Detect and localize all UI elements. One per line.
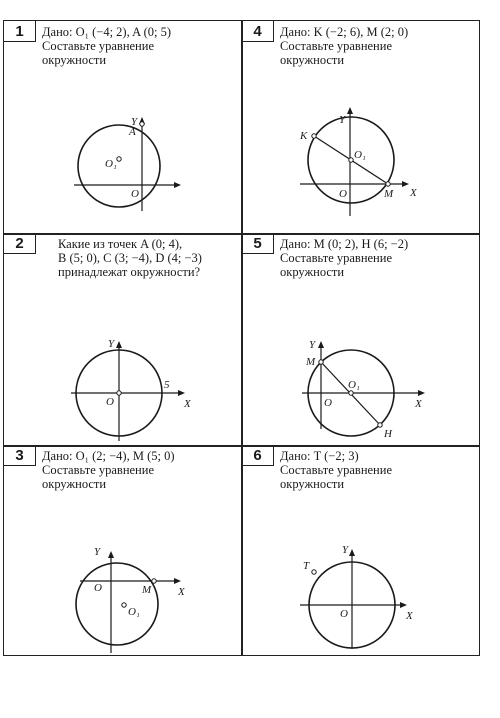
- point-k: [312, 134, 316, 138]
- task-line: окружности: [280, 265, 345, 279]
- origin-point: [117, 391, 121, 395]
- task-card-6: [242, 445, 480, 657]
- origin-label: O: [131, 188, 139, 200]
- task-line: окружности: [280, 53, 345, 67]
- task-card-3: [4, 445, 242, 657]
- center-label: O₁: [354, 149, 366, 161]
- tick-label: 5: [164, 379, 170, 391]
- x-axis-label: X: [410, 187, 417, 199]
- origin-label: O: [94, 582, 102, 594]
- task-line: окружности: [42, 53, 107, 67]
- task-line: окружности: [280, 477, 345, 491]
- center-label: O₁: [128, 606, 140, 618]
- center-point: [349, 158, 353, 162]
- y-axis-arrow: [347, 107, 353, 114]
- x-axis-arrow: [418, 390, 425, 396]
- worksheet: [3, 20, 480, 656]
- y-axis-arrow: [349, 549, 355, 556]
- point-k-label: K: [300, 130, 308, 142]
- y-axis-arrow: [116, 341, 122, 348]
- task-line: Дано: K (−2; 6), M (2; 0): [280, 25, 409, 39]
- circle-figure-2: [4, 233, 242, 445]
- task-number: 6: [242, 445, 274, 466]
- x-axis-arrow: [400, 602, 407, 608]
- task-line: Составьте уравнение: [42, 463, 154, 477]
- point-t-label: T: [303, 560, 310, 572]
- task-card-5: [242, 233, 480, 445]
- task-number: 3: [4, 445, 36, 466]
- origin-label: O: [339, 188, 347, 200]
- center-label: O₁: [105, 158, 117, 170]
- point-m: [386, 182, 390, 186]
- y-axis-arrow: [108, 551, 114, 558]
- task-number: 5: [242, 233, 274, 254]
- task-line: Дано: O₁ (2; −4), M (5; 0): [42, 449, 175, 463]
- center-point: [117, 157, 121, 161]
- x-axis-arrow: [174, 182, 181, 188]
- task-line: Какие из точек A (0; 4),: [58, 237, 183, 251]
- task-card-1: [4, 21, 242, 233]
- x-axis-label: X: [406, 610, 413, 622]
- task-line: Дано: T (−2; 3): [280, 449, 359, 463]
- task-line: Составьте уравнение: [280, 251, 392, 265]
- origin-label: O: [106, 396, 114, 408]
- circle-figure-1: [4, 21, 242, 233]
- circle-figure-6: [242, 445, 480, 657]
- origin-label: O: [340, 608, 348, 620]
- circle-figure-4: [242, 21, 480, 233]
- point-a-label: A: [129, 126, 136, 138]
- point-h-label: H: [384, 428, 392, 440]
- circle: [78, 125, 160, 207]
- point-t: [312, 570, 316, 574]
- origin-label: O: [324, 397, 332, 409]
- circle-figure-3: [4, 445, 242, 657]
- y-axis-label: Y: [94, 546, 101, 558]
- center-point: [122, 603, 126, 607]
- circle: [76, 563, 158, 645]
- point-m-label: M: [384, 188, 394, 200]
- y-axis-label: Y: [342, 544, 349, 556]
- task-number: 2: [4, 233, 36, 254]
- point-a: [140, 122, 144, 126]
- task-line: Составьте уравнение: [42, 39, 154, 53]
- y-axis-label: Y: [339, 114, 346, 126]
- x-axis-arrow: [402, 181, 409, 187]
- y-axis-label: Y: [309, 339, 316, 351]
- point-m: [152, 579, 156, 583]
- task-number: 4: [242, 21, 274, 42]
- task-line: Дано: M (0; 2), H (6; −2): [280, 237, 409, 251]
- point-m-label: M: [306, 356, 316, 368]
- point-m: [319, 360, 323, 364]
- task-line: окружности: [42, 477, 107, 491]
- x-axis-label: X: [415, 398, 422, 410]
- center-point: [349, 391, 353, 395]
- x-axis-arrow: [178, 390, 185, 396]
- circle-figure-5: [242, 233, 480, 445]
- x-axis-label: X: [178, 586, 185, 598]
- task-line: Составьте уравнение: [280, 39, 392, 53]
- center-label: O₁: [348, 379, 360, 391]
- point-h: [378, 423, 382, 427]
- task-line: Дано: O₁ (−4; 2), A (0; 5): [42, 25, 172, 39]
- y-axis-arrow: [318, 341, 324, 348]
- y-axis-label: Y: [131, 116, 138, 128]
- task-line: B (5; 0), C (3; −4), D (4; −3): [58, 251, 202, 265]
- x-axis-arrow: [174, 578, 181, 584]
- task-card-2: [4, 233, 242, 445]
- y-axis-label: Y: [108, 338, 115, 350]
- x-axis-label: X: [184, 398, 191, 410]
- task-number: 1: [4, 21, 36, 42]
- task-line: Составьте уравнение: [280, 463, 392, 477]
- task-line: принадлежат окружности?: [58, 265, 201, 279]
- point-m-label: M: [142, 584, 152, 596]
- task-card-4: [242, 21, 480, 233]
